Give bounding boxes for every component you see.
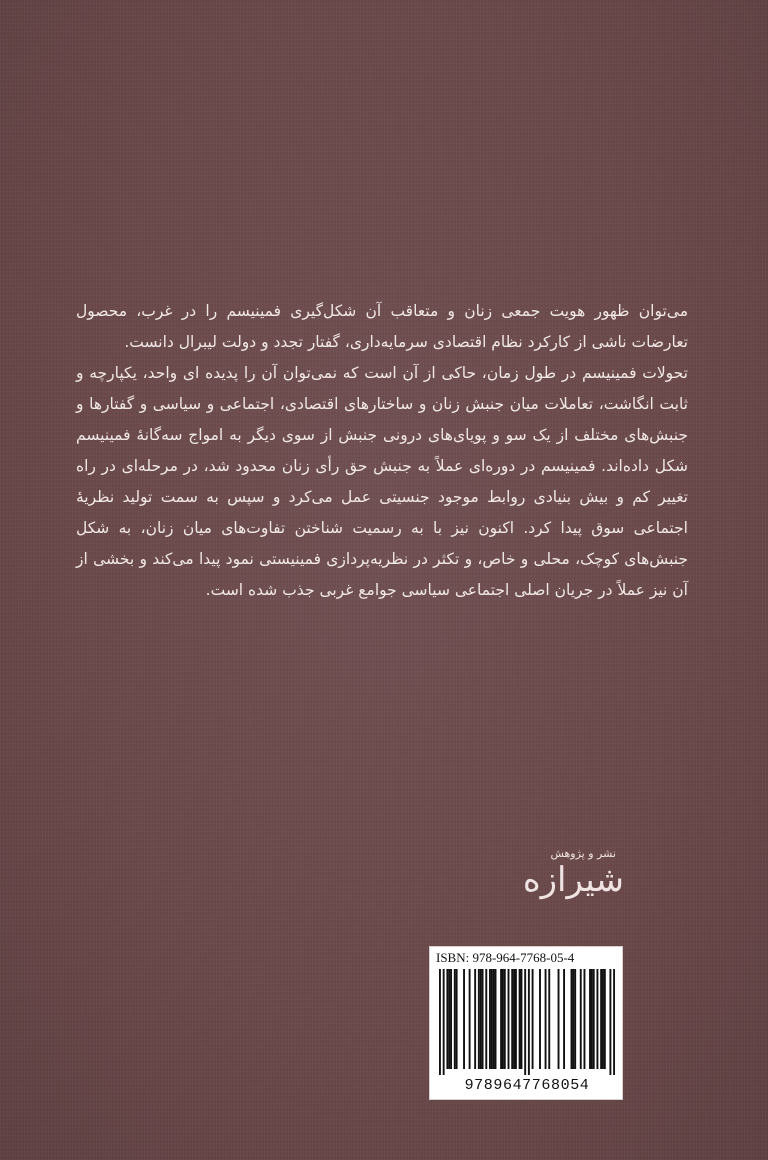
barcode-bar: [491, 969, 493, 1069]
barcode-bar: [500, 969, 502, 1069]
barcode-bar: [596, 969, 598, 1069]
barcode-bar: [495, 969, 497, 1069]
blurb-paragraph-1: می‌توان ظهور هویت جمعی زنان و متعاقب آن شکل‌گیری فمینیسم را در غرب، محصول تعارضات ناشی از کارکرد نظام اقتصادی سرمایه‌داری، گفتار تجدد و دولت لیبرال دانست.: [76, 302, 688, 351]
barcode-bar: [589, 969, 591, 1069]
publisher-tagline: نشر و پژوهش: [550, 847, 616, 860]
barcode-label: [429, 946, 623, 1100]
barcode-bar: [558, 969, 560, 1069]
barcode-bar: [508, 969, 510, 1069]
barcode-bar: [439, 969, 441, 1075]
barcode-bars: [439, 969, 615, 1075]
barcode-bar: [513, 969, 515, 1069]
barcode-bar: [609, 969, 611, 1075]
barcode-bar: [456, 969, 458, 1069]
publisher-name: شیرازه: [522, 860, 624, 900]
barcode-bar: [571, 969, 573, 1069]
barcode-bar: [504, 969, 506, 1069]
barcode-bar: [591, 969, 593, 1069]
barcode-bar: [502, 969, 504, 1069]
blurb-paragraph-2: تحولات فمینیسم در طول زمان، حاکی از آن است که نمی‌توان آن را پدیده ای واحد، یکپارچه و ثابت انگاشت، تعاملات میان جنبش زنان و ساختارهای اقتصادی، اجتماعی و سیاسی و گفتارها و جنبش‌های مختلف از یک سو و پویای‌های درونی جنبش از سوی دیگر به امواج سه‌گانهٔ فمینیسم شکل داده‌اند. فمینیسم در دوره‌ای عملاً به جنبش حق رأی زنان محدود شد، در مرحله‌ای در راه تغییر کم و بیش بنیادی روابط موجود جنسیتی عمل می‌کرد و سپس به سمت تولید نظریهٔ اجتماعی سوق پیدا کرد. اکنون نیز با به رسمیت شناختن تفاوت‌های میان زنان، به شکل جنبش‌های کوچک، محلی و خاص، و تکثر در نظریه‌پردازی فمینیستی نمود پیدا می‌کند و بخشی از آن نیز عملاً در جریان اصلی اجتماعی سیاسی جوامع غربی جذب شده است.: [76, 364, 688, 599]
barcode-bar: [602, 969, 604, 1069]
barcode-bar: [528, 969, 530, 1075]
barcode-bar: [443, 969, 445, 1075]
barcode-bar: [474, 969, 476, 1069]
barcode-bar: [482, 969, 484, 1069]
barcode-bar: [593, 969, 595, 1069]
barcode-bar: [604, 969, 606, 1069]
barcode-digits: 9789647768054: [464, 1077, 590, 1094]
barcode-bar: [574, 969, 576, 1069]
barcode-bar: [572, 969, 574, 1069]
barcode-bar: [469, 969, 471, 1069]
barcode-bar: [580, 969, 582, 1069]
barcode-bar: [448, 969, 450, 1069]
barcode-bar: [563, 969, 565, 1069]
barcode-bar: [600, 969, 602, 1069]
barcode-bar: [485, 969, 487, 1069]
barcode-bar: [511, 969, 513, 1069]
barcode-bar: [450, 969, 452, 1069]
publisher-logo: [440, 842, 628, 902]
isbn-text: ISBN: 978-964-7768-05-4: [436, 950, 575, 965]
barcode-bar: [493, 969, 495, 1069]
barcode-bar: [613, 969, 615, 1075]
barcode-bar: [539, 969, 541, 1069]
barcode-bar: [489, 969, 491, 1069]
barcode-bar: [524, 969, 526, 1075]
barcode-bar: [446, 969, 448, 1069]
barcode-bar: [478, 969, 480, 1069]
barcode-bar: [454, 969, 456, 1069]
barcode-bar: [515, 969, 517, 1069]
barcode-bar: [545, 969, 547, 1069]
barcode-bar: [548, 969, 550, 1069]
barcode-bar: [463, 969, 465, 1069]
barcode-bar: [521, 969, 523, 1069]
barcode-bar: [519, 969, 521, 1069]
barcode-bar: [480, 969, 482, 1069]
blurb-text: [76, 296, 688, 606]
barcode-bar: [532, 969, 534, 1069]
barcode-bar: [584, 969, 586, 1069]
